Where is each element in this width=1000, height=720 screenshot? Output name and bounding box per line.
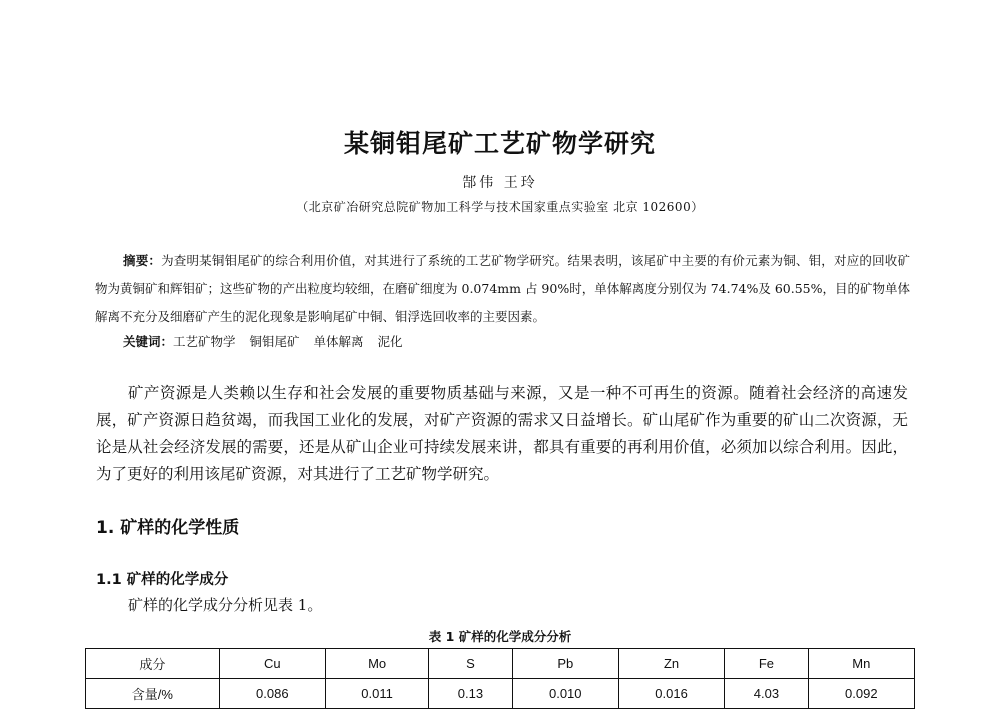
table-cell: S [429, 649, 512, 679]
table-cell: Fe [725, 649, 808, 679]
table-cell: 0.13 [429, 679, 512, 709]
paper-authors: 郜伟 王玲 [462, 175, 538, 191]
section-heading-1: 1. 矿样的化学性质 [96, 518, 240, 538]
abstract-text: 为查明某铜钼尾矿的综合利用价值，对其进行了系统的工艺矿物学研究。结果表明，该尾矿中主要的有价元素为铜、钼，对应的回收矿物为黄铜矿和辉钼矿；这些矿物的产出粒度均较细，在磨矿细度为 0.074mm 占 90%时，单体解离度分别仅为 74.74%及 60.55%，目的矿物单体解离不充分及细磨矿产生的泥化现象是影响尾矿中铜、钼浮选回收率的主要因素。 [95, 253, 910, 324]
chemical-composition-table [85, 648, 915, 709]
intro-paragraph: 矿产资源是人类赖以生存和社会发展的重要物质基础与来源，又是一种不可再生的资源。随着社会经济的高速发展，矿产资源日趋贫竭，而我国工业化的发展，对矿产资源的需求又日益增长。矿山尾矿作为重要的矿山二次资源，无论是从社会经济发展的需要，还是从矿山企业可持续发展来讲，都具有重要的再利用价值，必须加以综合利用。因此，为了更好的利用该尾矿资源，对其进行了工艺矿物学研究。 [96, 384, 908, 483]
keyword: 铜钼尾矿 [249, 334, 300, 349]
table-cell: Mo [325, 649, 428, 679]
paper-affiliation: （北京矿冶研究总院矿物加工科学与技术国家重点实验室 北京 102600） [296, 200, 704, 214]
paper-title: 某铜钼尾矿工艺矿物学研究 [343, 129, 656, 158]
table-cell: Zn [618, 649, 724, 679]
table-cell: 4.03 [725, 679, 808, 709]
table-cell: 0.086 [219, 679, 325, 709]
table-cell: 含量/% [86, 679, 220, 709]
table-cell: 0.011 [325, 679, 428, 709]
keywords [123, 332, 403, 350]
section-heading-1-1: 1.1 矿样的化学成分 [96, 572, 229, 588]
table-cell: Cu [219, 649, 325, 679]
table-row [86, 679, 915, 709]
keyword: 单体解离 [313, 334, 364, 349]
table-cell: 0.010 [512, 679, 618, 709]
keyword: 泥化 [377, 334, 403, 349]
keyword: 工艺矿物学 [173, 334, 236, 349]
section-1-1-text: 矿样的化学成分分析见表 1。 [128, 596, 323, 614]
table-cell: 成分 [86, 649, 220, 679]
table-cell: 0.092 [808, 679, 914, 709]
table-caption: 表 1 矿样的化学成分分析 [428, 629, 572, 644]
table-cell: Mn [808, 649, 914, 679]
table-cell: Pb [512, 649, 618, 679]
table-cell: 0.016 [618, 679, 724, 709]
abstract [95, 247, 910, 331]
abstract-label: 摘要： [123, 253, 162, 268]
keywords-label: 关键词： [123, 334, 174, 349]
table-header-row [86, 649, 915, 679]
